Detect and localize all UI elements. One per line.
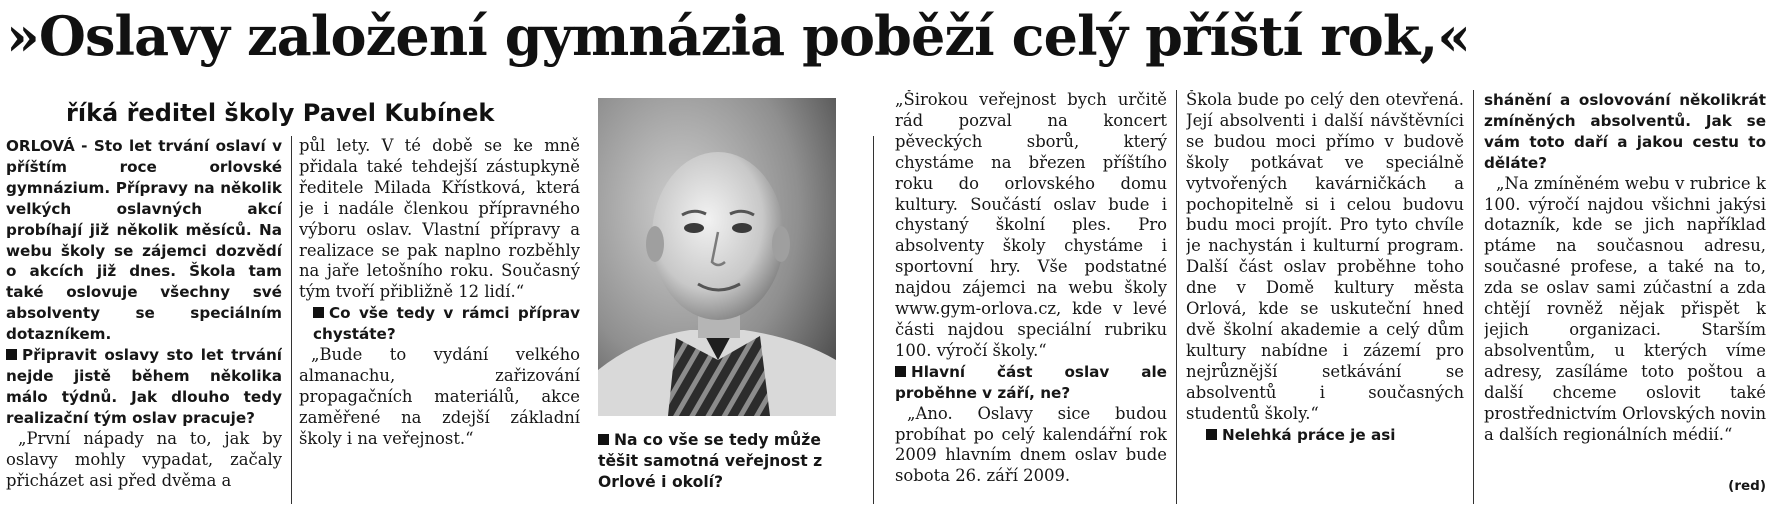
question-1: Připravit oslavy sto let trvání nejde jistě během několika málo týdnů. Jak dlouho tedy realizační tým oslav pracuje? xyxy=(6,346,282,427)
answer-2: „Bude to vydání velkého almanachu, zařizování propagačních materiálů, akce zaměřené na zdejší základní školy i na veřejnost.“ xyxy=(299,345,580,448)
question-5-end: shánění a oslovování několikrát zmíněných absolventů. Jak se vám toto daří a jakou cestu to děláte? xyxy=(1484,91,1766,172)
column-rule xyxy=(291,136,292,504)
question-5-start: Nelehká práce je asi xyxy=(1186,425,1464,446)
photo-caption: Na co vše se tedy může těšit samotná veřejnost z Orlové i okolí? xyxy=(598,431,823,491)
question-2: Co vše tedy v rámci příprav chystáte? xyxy=(313,304,580,344)
portrait-photo xyxy=(598,98,836,416)
answer-5: „Na zmíněném webu v rubrice k 100. výročí najdou všichni jakýsi dotazník, kde se jich například ptáme na současnou adresu, současné profese, a také na to, zda se oslav sami zúčastní a zda chtějí rovněž nějak přispět k jejich organizaci. Starším absolventům, u kterých víme adresy, zasíláme toto poštou a další chceme oslovit také prostřednictvím Orlovských novin a dalších regionálních médií.“ xyxy=(1484,173,1766,444)
author-signature: (red) xyxy=(1728,478,1766,494)
square-bullet-icon xyxy=(1206,429,1217,440)
answer-3: „Širokou veřejnost bych určitě rád pozval na koncert pěveckých sborů, který chystáme na březen příštího roku do orlovského domu kultury. Součástí oslav bude i chystaný školní ples. Pro absolventy školy chystáme i sportovní hry. Vše podstatné najdou zájemci na webu školy www.gym-orlova.cz, kde v levé části najdou speciální rubriku 100. výročí školy.“ xyxy=(895,90,1167,360)
square-bullet-icon xyxy=(598,434,609,445)
lead-paragraph: ORLOVÁ - Sto let trvání oslaví v příštím roce orlovské gymnázium. Přípravy na několik velkých oslavných akcí probíhají již několik měsíců. Na webu školy se zájemci dozvědí o akcích již dnes. Škola tam také oslovuje všechny své absolventy se speciálním dotazníkem. xyxy=(6,137,282,344)
question-4: Hlavní část oslav ale proběhne v září, ne? xyxy=(895,362,1167,402)
answer-4-end: Škola bude po celý den otevřená. Její absolventi i další návštěvníci se budou moci přímo v budově školy potkávat ve speciálně vytvořených kavárničkách a pochopitelně si i celou budovu budu moci projít. Pro tyto chvíle je nachystán i kulturní program. Další část oslav proběhne toho dne v Domě kultury města Orlová, kde se uskuteční hned dvě školní akademie a celý dům kultury nabídne i zázemí pro nejrůznější setkávání se absolventů i současných studentů školy.“ xyxy=(1186,90,1464,423)
article-column-1 xyxy=(6,136,282,506)
subheadline: říká ředitel školy Pavel Kubínek xyxy=(66,99,495,127)
column-rule xyxy=(873,136,874,504)
portrait-icon xyxy=(598,98,836,416)
square-bullet-icon xyxy=(895,366,906,377)
answer-1-end: půl lety. V té době se ke mně přidala také tehdejší zástupkyně ředitele Milada Křístková, která je i nadále členkou přípravného výboru oslav. Vlastní přípravy a realizace se pak naplno rozběhly na jaře letošního roku. Současný tým tvoří přibližně 12 lidí.“ xyxy=(299,136,580,302)
square-bullet-icon xyxy=(6,349,17,360)
article-column-2 xyxy=(299,136,580,506)
article-column-5 xyxy=(1484,90,1766,478)
answer-1-start: „První nápady na to, jak by oslavy mohly vypadat, začaly přicházet asi před dvěma a xyxy=(6,428,282,490)
article-column-3 xyxy=(895,90,1167,506)
answer-4-start: „Ano. Oslavy sice budou probíhat po celý kalendářní rok 2009 hlavním dnem oslav bude sobota 26. září 2009. xyxy=(895,403,1167,486)
column-rule xyxy=(1176,90,1177,504)
column-rule xyxy=(1473,90,1474,504)
square-bullet-icon xyxy=(313,307,324,318)
article-column-4 xyxy=(1186,90,1464,506)
headline: »Oslavy založení gymnázia poběží celý příští rok,« xyxy=(6,4,1471,68)
